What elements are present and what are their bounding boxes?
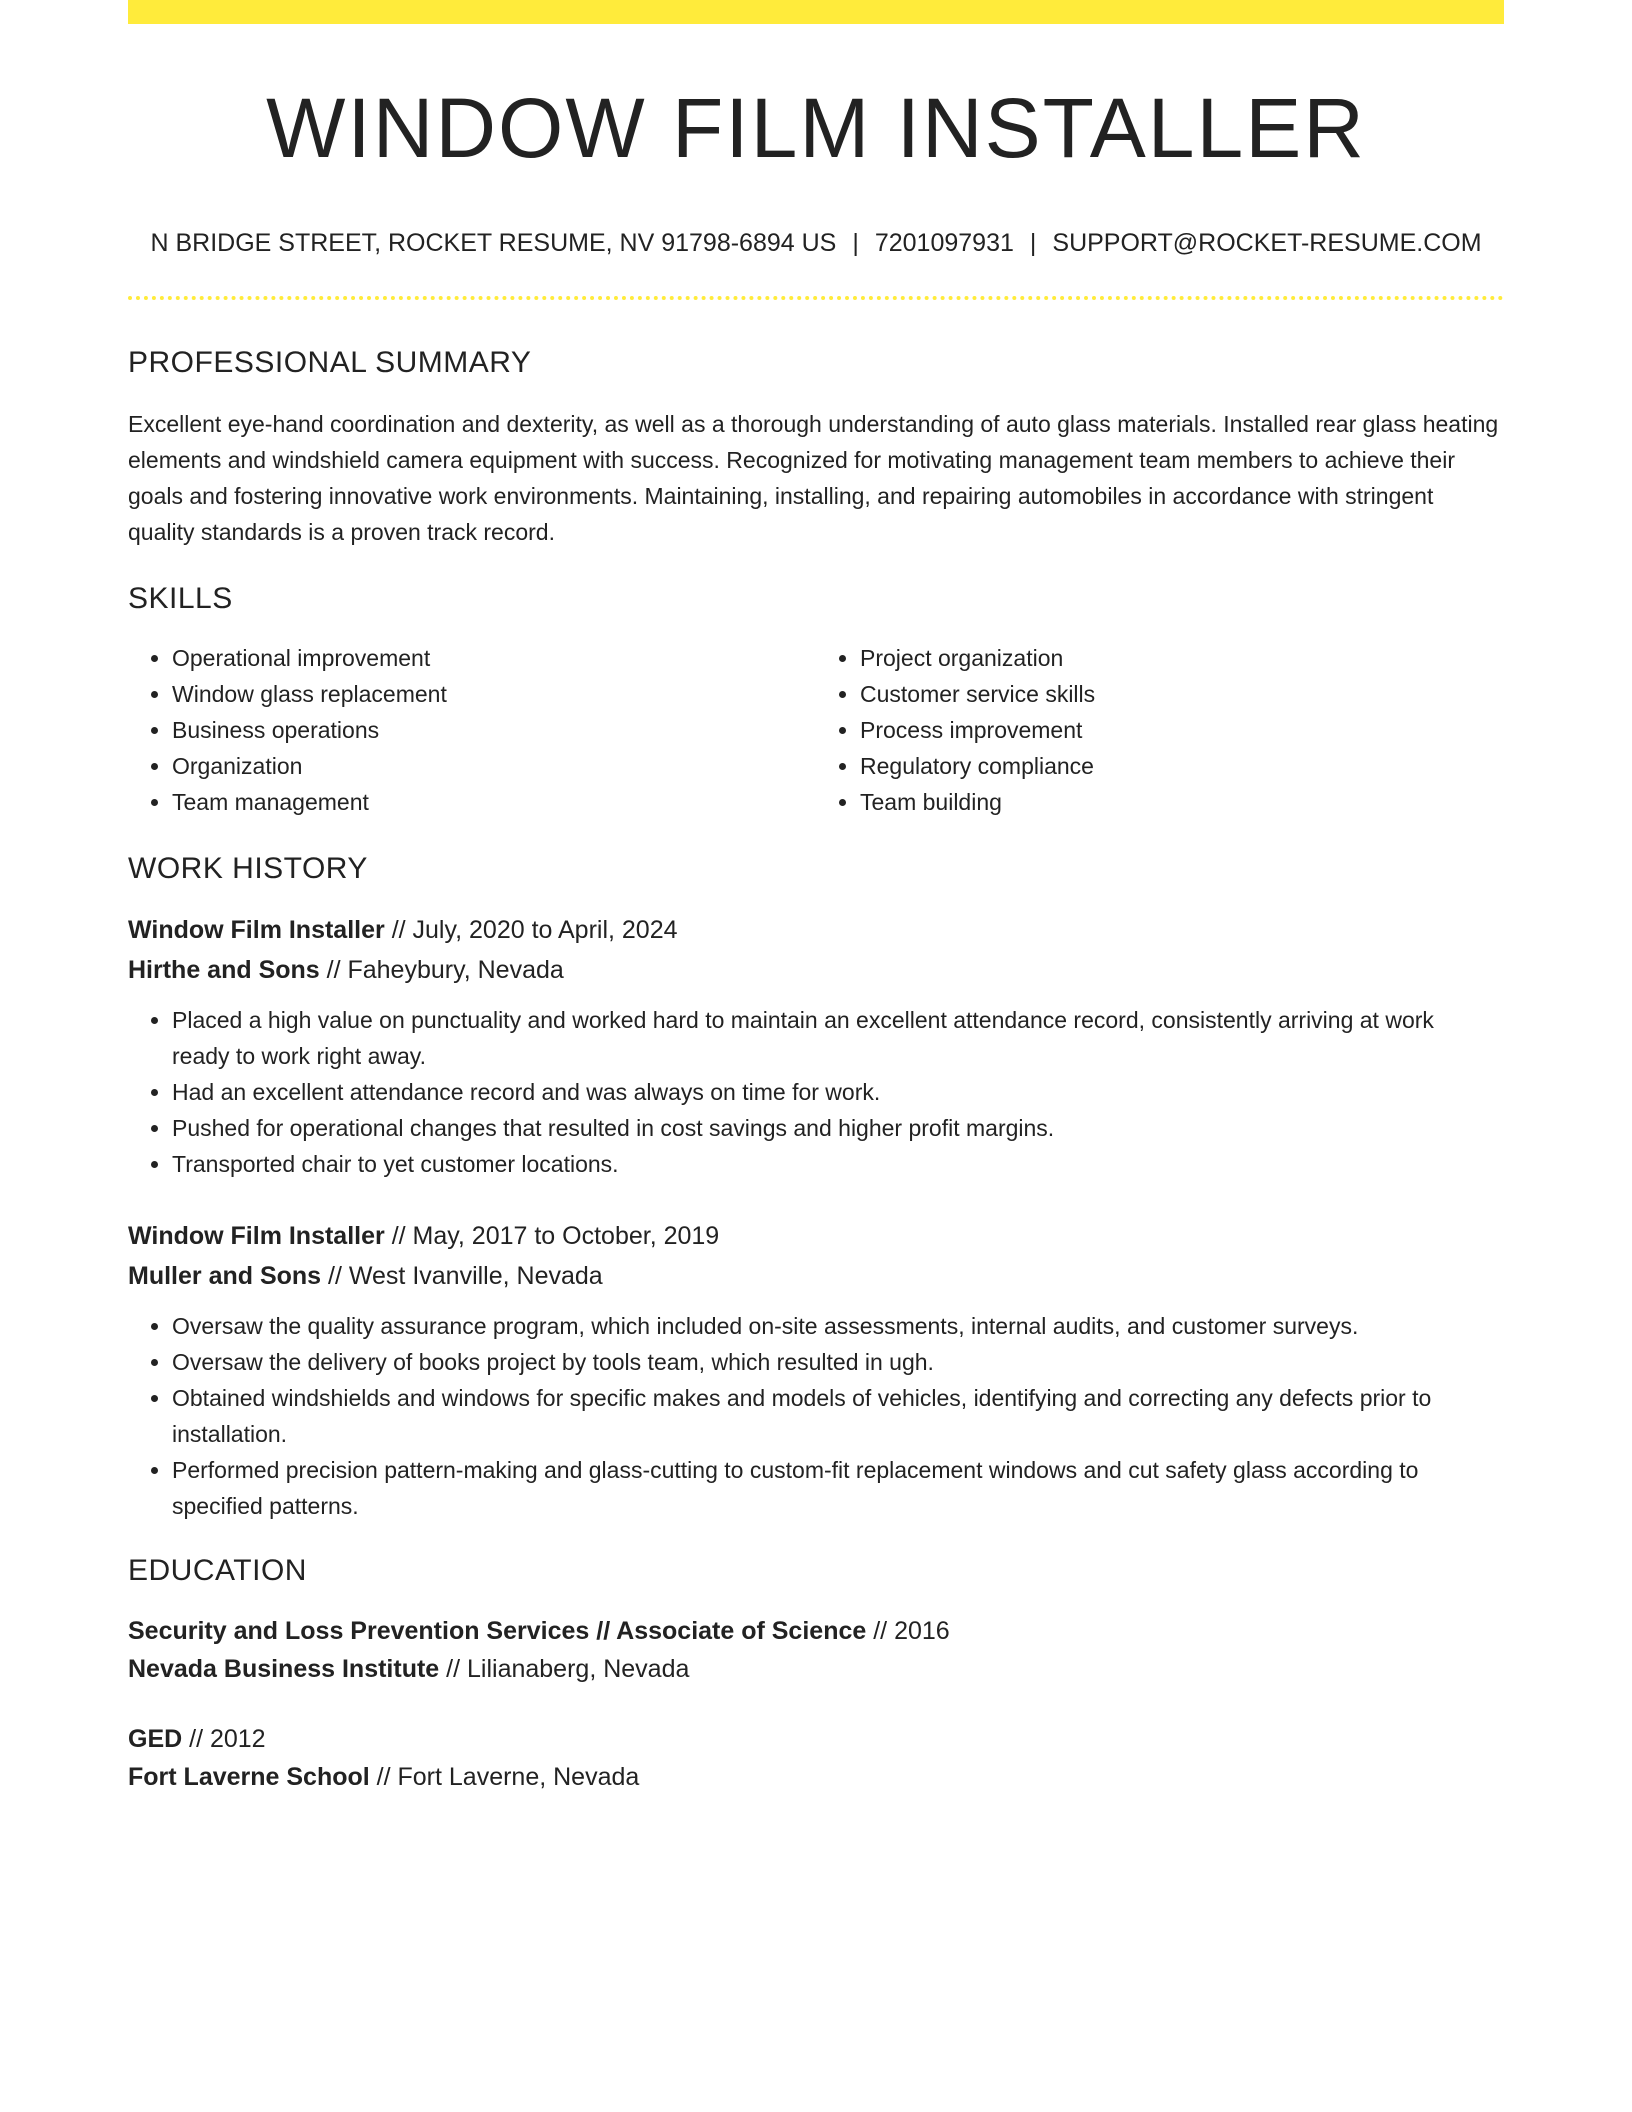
education-entry bbox=[128, 1720, 1504, 1796]
job-dates: // May, 2017 to October, 2019 bbox=[384, 1222, 720, 1251]
job-role-line bbox=[128, 1216, 1504, 1256]
skills-column-right bbox=[816, 640, 1504, 820]
work-history-title: WORK HISTORY bbox=[128, 852, 368, 886]
skill-item: • Team management bbox=[172, 784, 816, 820]
skill-item: • Process improvement bbox=[860, 712, 1504, 748]
job-role: Window Film Installer bbox=[128, 916, 385, 945]
job-bullet: • Oversaw the quality assurance program, which included on-site assessments, internal audits, and customer surveys. bbox=[172, 1308, 1504, 1344]
resume-page bbox=[128, 0, 1504, 1796]
job-bullet: • Obtained windshields and windows for specific makes and models of vehicles, identifying and correcting any defects prior to installation. bbox=[172, 1380, 1504, 1452]
contact-separator: | bbox=[852, 229, 859, 258]
education-year: // 2012 bbox=[182, 1725, 266, 1754]
job-bullet: • Had an excellent attendance record and was always on time for work. bbox=[172, 1074, 1504, 1110]
skill-item: • Window glass replacement bbox=[172, 676, 816, 712]
contact-email: SUPPORT@ROCKET-RESUME.COM bbox=[1052, 229, 1482, 258]
job-company-line bbox=[128, 1256, 1504, 1296]
job-bullet: • Performed precision pattern-making and glass-cutting to custom-fit replacement windows and cut safety glass according to specified patterns. bbox=[172, 1452, 1504, 1524]
education-entry bbox=[128, 1612, 1504, 1688]
job-company: Muller and Sons bbox=[128, 1262, 322, 1291]
skills-list bbox=[128, 640, 1504, 820]
skill-item: • Customer service skills bbox=[860, 676, 1504, 712]
job-entry bbox=[128, 910, 1504, 1182]
education-school: Nevada Business Institute bbox=[128, 1655, 440, 1684]
skill-item: • Organization bbox=[172, 748, 816, 784]
resume-name: WINDOW FILM INSTALLER bbox=[266, 81, 1366, 175]
education-degree: Security and Loss Prevention Services // Associate of Science bbox=[128, 1617, 867, 1646]
education-degree: GED bbox=[128, 1725, 183, 1754]
job-location: // Faheybury, Nevada bbox=[319, 956, 564, 985]
contact-phone: 7201097931 bbox=[874, 229, 1014, 258]
job-company-line bbox=[128, 950, 1504, 990]
education-degree-line bbox=[128, 1612, 1504, 1650]
education-degree-line bbox=[128, 1720, 1504, 1758]
job-entry bbox=[128, 1216, 1504, 1524]
job-bullet: • Placed a high value on punctuality and worked hard to maintain an excellent attendance record, consistently arriving at work ready to work right away. bbox=[172, 1002, 1504, 1074]
job-role: Window Film Installer bbox=[128, 1222, 385, 1251]
skills-title: SKILLS bbox=[128, 582, 233, 616]
summary-text: Excellent eye-hand coordination and dexterity, as well as a thorough understanding of auto glass materials. Installed rear glass heating elements and windshield camera equipment with success. Recognized for motivating management team members to achieve their goals and fostering innovative work environments. Maintaining, installing, and repairing automobiles in accordance with stringent quality standards is a proven track record. bbox=[128, 411, 1499, 546]
dotted-divider bbox=[128, 296, 1504, 300]
job-bullets bbox=[128, 1002, 1504, 1182]
top-accent-bar bbox=[128, 0, 1504, 24]
skills-column-left bbox=[128, 640, 816, 820]
skill-item: • Business operations bbox=[172, 712, 816, 748]
education-year: // 2016 bbox=[866, 1617, 950, 1646]
education-title: EDUCATION bbox=[128, 1554, 307, 1588]
job-role-line bbox=[128, 910, 1504, 950]
education-location: // Fort Laverne, Nevada bbox=[369, 1763, 640, 1792]
education-school: Fort Laverne School bbox=[128, 1763, 370, 1792]
job-company: Hirthe and Sons bbox=[128, 956, 320, 985]
summary-title: PROFESSIONAL SUMMARY bbox=[128, 346, 532, 380]
skill-item: • Project organization bbox=[860, 640, 1504, 676]
education-location: // Lilianaberg, Nevada bbox=[439, 1655, 690, 1684]
job-bullet: • Transported chair to yet customer locations. bbox=[172, 1146, 1504, 1182]
job-bullet: • Oversaw the delivery of books project by tools team, which resulted in ugh. bbox=[172, 1344, 1504, 1380]
job-bullet: • Pushed for operational changes that resulted in cost savings and higher profit margins. bbox=[172, 1110, 1504, 1146]
job-location: // West Ivanville, Nevada bbox=[321, 1262, 603, 1291]
contact-address: N BRIDGE STREET, ROCKET RESUME, NV 91798-6894 US bbox=[150, 229, 837, 258]
contact-separator: | bbox=[1029, 229, 1037, 258]
job-dates: // July, 2020 to April, 2024 bbox=[384, 916, 678, 945]
education-school-line bbox=[128, 1650, 1504, 1688]
education-school-line bbox=[128, 1758, 1504, 1796]
skill-item: • Team building bbox=[860, 784, 1504, 820]
contact-line bbox=[128, 228, 1504, 258]
job-bullets bbox=[128, 1308, 1504, 1524]
skill-item: • Regulatory compliance bbox=[860, 748, 1504, 784]
skill-item: • Operational improvement bbox=[172, 640, 816, 676]
